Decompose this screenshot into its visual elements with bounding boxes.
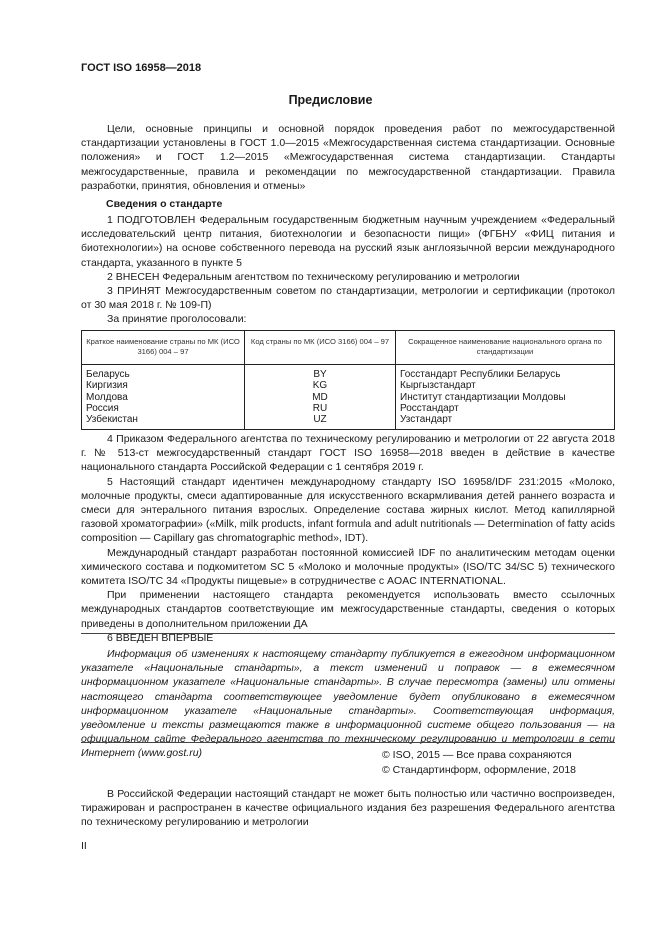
body-cell: Кыргызстандарт xyxy=(396,380,615,391)
info-paragraph-5b: Международный стандарт разработан постоянной комиссией IDF по аналитическим методам оценки химического состава и подкомитетом SC 5 «Молоко и молочные продукты» (ISO/TC 34/SC 5) технического комитета ISO/TC 34 «Продукты пищевые» в сотрудничестве с AOAC INTERNATIONAL. xyxy=(81,546,615,588)
info-paragraph-5c: При применении настоящего стандарта рекомендуется использовать вместо ссылочных международных стандартов соответствующие им межгосударственные стандарты, сведения о которых приведены в дополнительном приложении ДА xyxy=(81,589,615,630)
code-cell: RU xyxy=(245,403,396,414)
code-cell: UZ xyxy=(245,414,396,430)
table-row xyxy=(82,380,615,391)
voting-intro: За принятие проголосовали: xyxy=(107,313,247,326)
info-paragraph-1: 1 ПОДГОТОВЛЕН Федеральным государственным бюджетным научным учреждением «Федеральный исследовательский центр питания, биотехнологии и безопасности пищи» (ФГБНУ «ФИЦ питания и биотехнологии») на основе собственного перевода на русский язык англоязычной версии международного стандарта, указанного в пункте 5 xyxy=(81,214,615,269)
code-cell: BY xyxy=(245,365,396,381)
table-row xyxy=(82,414,615,430)
code-cell: KG xyxy=(245,380,396,391)
info-paragraph-2: 2 ВНЕСЕН Федеральным агентством по техническому регулированию и метрологии xyxy=(107,270,520,283)
document-code: ГОСТ ISO 16958—2018 xyxy=(81,62,202,74)
page-title: Предисловие xyxy=(288,93,373,107)
intro-paragraph-block xyxy=(81,122,615,193)
reproduction-notice: В Российской Федерации настоящий стандарт не может быть полностью или частично воспроизведен, тиражирован и распространен в качестве официального издания без разрешения Федерального агентства по техническому регулированию и метрологии xyxy=(81,788,615,829)
column-header-country: Краткое наименование страны по МК (ИСО 3166) 004 – 97 xyxy=(82,331,245,365)
country-cell: Россия xyxy=(82,403,245,414)
intro-paragraph: Цели, основные принципы и основной порядок проведения работ по межгосударственной стандартизации установлены в ГОСТ 1.0—2015 «Межгосударственная система стандартизации. Основные положения» и ГОСТ 1.2—2015 «Межгосударственная система стандартизации. Стандарты межгосударственные, правила и рекомендации по межгосударственной стандартизации. Правила разработки, принятия, обновления и отмены» xyxy=(81,123,615,192)
table-row xyxy=(82,403,615,414)
table-row xyxy=(82,365,615,381)
changes-notice: Информация об изменениях к настоящему стандарту публикуется в ежегодном информационном указателе «Национальные стандарты», а текст изменений и поправок — в ежемесячном информационном указателе «Национальные стандарты». В случае пересмотра (замены) или отмены настоящего стандарта соответствующее уведомление будет опубликовано в ежемесячном информационном указателе «Национальные стандарты». Соответствующая информация, уведомление и тексты размещаются также в информационной системе общего пользования — на официальном сайте Федерального агентства по техническому регулированию и метрологии в сети Интернет (www.gost.ru) xyxy=(81,648,615,760)
copyright-iso: © ISO, 2015 — Все права сохраняются xyxy=(382,749,572,761)
standard-info-block xyxy=(81,213,615,327)
section-heading: Сведения о стандарте xyxy=(106,198,223,210)
code-cell: MD xyxy=(245,392,396,403)
body-cell: Росстандарт xyxy=(396,403,615,414)
divider-bottom xyxy=(81,742,615,743)
column-header-code: Код страны по МК (ИСО 3166) 004 – 97 xyxy=(245,331,396,365)
country-cell: Молдова xyxy=(82,392,245,403)
table-header-row xyxy=(82,331,615,365)
info-paragraph-4: 4 Приказом Федерального агентства по техническому регулированию и метрологии от 22 августа 2018 г. № 513-ст межгосударственный стандарт ГОСТ ISO 16958—2018 введен в действие в качестве национального стандарта Российской Федерации с 1 сентября 2019 г. xyxy=(81,433,615,474)
country-cell: Киргизия xyxy=(82,380,245,391)
body-cell: Институт стандартизации Молдовы xyxy=(396,392,615,403)
body-cell: Узстандарт xyxy=(396,414,615,430)
page-number: II xyxy=(81,840,87,852)
voting-countries-table xyxy=(81,330,615,430)
country-cell: Беларусь xyxy=(82,365,245,381)
info-paragraph-3: 3 ПРИНЯТ Межгосударственным советом по стандартизации, метрологии и сертификации (протокол от 30 мая 2018 г. № 109-П) xyxy=(81,285,615,312)
copyright-standartinform: © Стандартинформ, оформление, 2018 xyxy=(382,764,577,776)
info-paragraph-6: 6 ВВЕДЕН ВПЕРВЫЕ xyxy=(107,631,214,644)
divider-top xyxy=(81,633,615,634)
column-header-body: Сокращенное наименование национального органа по стандартизации xyxy=(396,331,615,365)
info-paragraph-5: 5 Настоящий стандарт идентичен международному стандарту ISO 16958/IDF 231:2015 «Молоко, молочные продукты, смеси адаптированные для искусственного вскармливания детей раннего возраста и смеси для энтерального питания взрослых. Определение состава жирных кислот. Метод капиллярной газовой хроматографии» («Milk, milk products, infant formula and adult nutritionals — Determination of fatty acids composition — Capillary gas chromatographic method», IDT). xyxy=(81,475,615,545)
table-row xyxy=(82,392,615,403)
country-cell: Узбекистан xyxy=(82,414,245,430)
after-table-block xyxy=(81,432,615,645)
body-cell: Госстандарт Республики Беларусь xyxy=(396,365,615,381)
